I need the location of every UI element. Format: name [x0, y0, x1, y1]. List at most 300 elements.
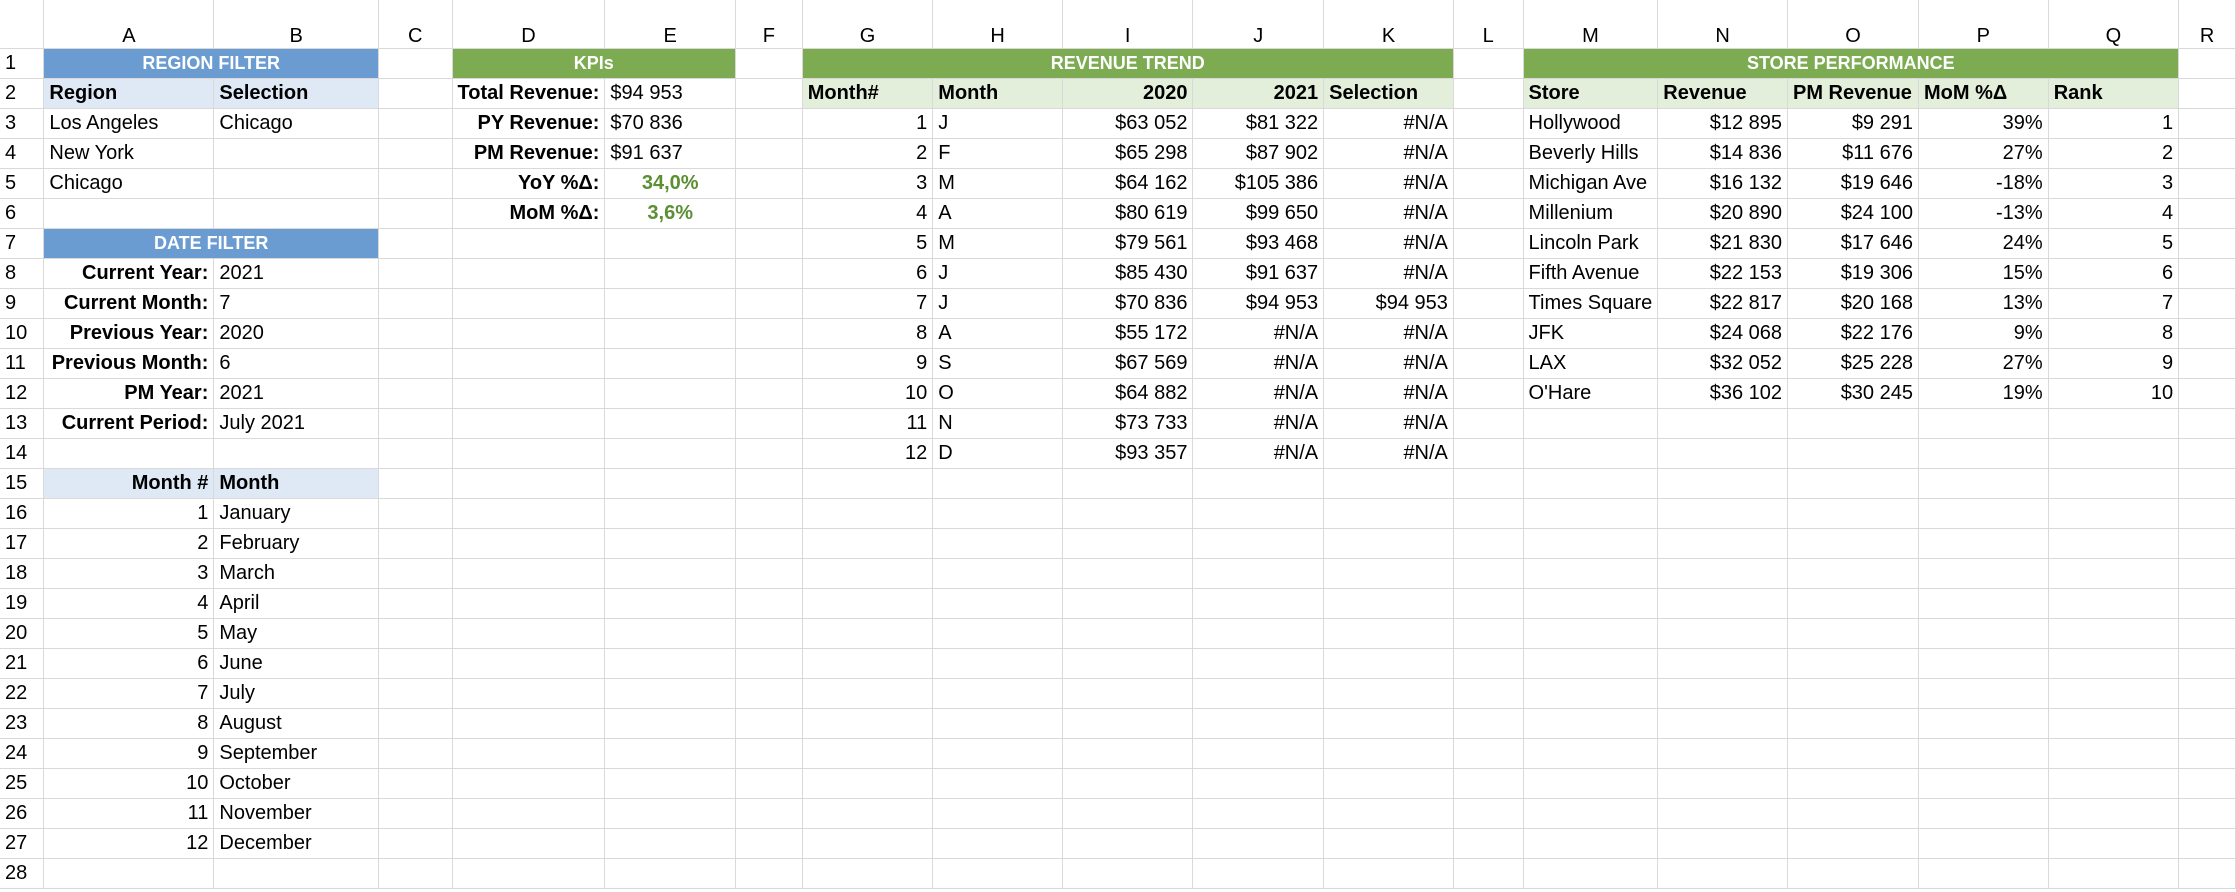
cell[interactable] — [933, 528, 1063, 558]
cell[interactable] — [2179, 588, 2236, 618]
cell[interactable] — [933, 708, 1063, 738]
cell[interactable] — [1062, 588, 1193, 618]
cell[interactable] — [1523, 798, 1658, 828]
cell[interactable] — [378, 408, 452, 438]
revenue-trend-cell[interactable]: 1 — [802, 108, 933, 138]
cell[interactable] — [1918, 738, 2048, 768]
cell[interactable] — [736, 498, 803, 528]
select-all-corner[interactable] — [0, 0, 44, 48]
revenue-trend-cell[interactable]: 10 — [802, 378, 933, 408]
cell[interactable] — [2048, 858, 2178, 888]
cell[interactable] — [933, 498, 1063, 528]
kpi-value[interactable]: 3,6% — [605, 198, 736, 228]
cell[interactable] — [1523, 678, 1658, 708]
cell[interactable] — [1453, 198, 1523, 228]
cell[interactable] — [736, 708, 803, 738]
revenue-trend-cell[interactable]: $67 569 — [1062, 348, 1193, 378]
cell[interactable] — [378, 438, 452, 468]
kpi-value[interactable]: $94 953 — [605, 78, 736, 108]
month-name[interactable]: June — [214, 648, 379, 678]
cell[interactable] — [44, 198, 214, 228]
cell[interactable] — [802, 768, 933, 798]
cell[interactable] — [378, 138, 452, 168]
cell[interactable] — [2048, 528, 2178, 558]
cell[interactable] — [378, 858, 452, 888]
cell[interactable] — [802, 588, 933, 618]
store-performance-cell[interactable]: $22 817 — [1658, 288, 1788, 318]
cell[interactable] — [2048, 738, 2178, 768]
cell[interactable] — [378, 258, 452, 288]
cell[interactable] — [802, 708, 933, 738]
store-performance-cell[interactable]: $11 676 — [1788, 138, 1919, 168]
cell[interactable] — [2179, 468, 2236, 498]
cell[interactable] — [1193, 468, 1324, 498]
revenue-trend-cell[interactable]: J — [933, 108, 1063, 138]
cell[interactable] — [452, 558, 605, 588]
cell[interactable] — [2179, 108, 2236, 138]
cell[interactable] — [1062, 858, 1193, 888]
cell[interactable] — [214, 168, 379, 198]
kpi-value[interactable]: 34,0% — [605, 168, 736, 198]
cell[interactable] — [1062, 468, 1193, 498]
revenue-trend-cell[interactable]: #N/A — [1324, 138, 1454, 168]
store-performance-cell[interactable]: $24 100 — [1788, 198, 1919, 228]
cell[interactable] — [1918, 858, 2048, 888]
month-number[interactable]: 9 — [44, 738, 214, 768]
cell[interactable] — [2179, 498, 2236, 528]
cell[interactable] — [1788, 738, 1919, 768]
month-name[interactable]: February — [214, 528, 379, 558]
cell[interactable] — [452, 708, 605, 738]
cell[interactable] — [378, 168, 452, 198]
cell[interactable] — [736, 468, 803, 498]
cell[interactable] — [736, 678, 803, 708]
cell[interactable] — [378, 318, 452, 348]
revenue-trend-cell[interactable]: O — [933, 378, 1063, 408]
row-header[interactable]: 7 — [0, 228, 44, 258]
store-performance-cell[interactable]: Fifth Avenue — [1523, 258, 1658, 288]
cell[interactable] — [1453, 528, 1523, 558]
revenue-trend-cell[interactable]: 5 — [802, 228, 933, 258]
cell[interactable] — [736, 108, 803, 138]
cell[interactable] — [378, 828, 452, 858]
cell[interactable] — [44, 858, 214, 888]
column-header[interactable]: C — [378, 0, 452, 48]
cell[interactable] — [605, 588, 736, 618]
cell[interactable] — [1453, 438, 1523, 468]
kpi-label[interactable]: YoY %Δ: — [452, 168, 605, 198]
kpi-label[interactable]: PM Revenue: — [452, 138, 605, 168]
cell[interactable] — [736, 288, 803, 318]
cell[interactable] — [1193, 558, 1324, 588]
cell[interactable] — [2179, 408, 2236, 438]
row-header[interactable]: 15 — [0, 468, 44, 498]
revenue-trend-cell[interactable]: $94 953 — [1324, 288, 1454, 318]
revenue-trend-cell[interactable]: 2 — [802, 138, 933, 168]
store-performance-cell[interactable]: $22 153 — [1658, 258, 1788, 288]
cell[interactable] — [802, 648, 933, 678]
cell[interactable] — [1658, 708, 1788, 738]
cell[interactable] — [378, 288, 452, 318]
date-filter-label[interactable]: PM Year: — [44, 378, 214, 408]
cell[interactable] — [452, 828, 605, 858]
cell[interactable] — [1062, 678, 1193, 708]
cell[interactable] — [1523, 498, 1658, 528]
cell[interactable] — [1523, 618, 1658, 648]
revenue-trend-cell[interactable]: 12 — [802, 438, 933, 468]
revenue-trend-cell[interactable]: #N/A — [1324, 108, 1454, 138]
month-number[interactable]: 4 — [44, 588, 214, 618]
cell[interactable] — [214, 198, 379, 228]
cell[interactable] — [378, 468, 452, 498]
month-name[interactable]: April — [214, 588, 379, 618]
month-number[interactable]: 3 — [44, 558, 214, 588]
store-performance-cell[interactable]: 8 — [2048, 318, 2178, 348]
cell[interactable] — [1523, 468, 1658, 498]
month-name[interactable]: November — [214, 798, 379, 828]
month-number[interactable]: 8 — [44, 708, 214, 738]
month-number[interactable]: 11 — [44, 798, 214, 828]
revenue-trend-cell[interactable]: #N/A — [1193, 438, 1324, 468]
cell[interactable] — [736, 648, 803, 678]
region-item[interactable]: Los Angeles — [44, 108, 214, 138]
cell[interactable] — [605, 408, 736, 438]
store-performance-cell[interactable]: $19 646 — [1788, 168, 1919, 198]
revenue-trend-cell[interactable]: 8 — [802, 318, 933, 348]
column-header[interactable]: L — [1453, 0, 1523, 48]
cell[interactable] — [1658, 408, 1788, 438]
store-performance-cell[interactable]: -13% — [1918, 198, 2048, 228]
region-item[interactable]: Chicago — [44, 168, 214, 198]
revenue-trend-cell[interactable]: $79 561 — [1062, 228, 1193, 258]
cell[interactable] — [378, 708, 452, 738]
cell[interactable] — [1193, 618, 1324, 648]
revenue-trend-cell[interactable]: M — [933, 168, 1063, 198]
store-performance-title[interactable]: STORE PERFORMANCE — [1523, 48, 2179, 78]
region-header[interactable]: Region — [44, 78, 214, 108]
cell[interactable] — [1658, 828, 1788, 858]
revenue-trend-cell[interactable]: $99 650 — [1193, 198, 1324, 228]
store-performance-cell[interactable]: 39% — [1918, 108, 2048, 138]
cell[interactable] — [933, 858, 1063, 888]
cell[interactable] — [736, 858, 803, 888]
cell[interactable] — [933, 798, 1063, 828]
cell[interactable] — [736, 198, 803, 228]
cell[interactable] — [605, 678, 736, 708]
row-header[interactable]: 19 — [0, 588, 44, 618]
cell[interactable] — [452, 348, 605, 378]
column-header[interactable]: G — [802, 0, 933, 48]
cell[interactable] — [1523, 438, 1658, 468]
cell[interactable] — [736, 828, 803, 858]
month-number[interactable]: 7 — [44, 678, 214, 708]
row-header[interactable]: 21 — [0, 648, 44, 678]
cell[interactable] — [736, 48, 803, 78]
cell[interactable] — [452, 408, 605, 438]
cell[interactable] — [1453, 858, 1523, 888]
cell[interactable] — [1193, 798, 1324, 828]
cell[interactable] — [802, 828, 933, 858]
cell[interactable] — [452, 588, 605, 618]
cell[interactable] — [605, 858, 736, 888]
date-filter-label[interactable]: Previous Month: — [44, 348, 214, 378]
cell[interactable] — [1453, 228, 1523, 258]
column-header[interactable]: A — [44, 0, 214, 48]
cell[interactable] — [1918, 678, 2048, 708]
row-header[interactable]: 10 — [0, 318, 44, 348]
cell[interactable] — [1324, 648, 1454, 678]
cell[interactable] — [1324, 768, 1454, 798]
store-performance-cell[interactable]: 6 — [2048, 258, 2178, 288]
store-performance-cell[interactable]: 5 — [2048, 228, 2178, 258]
cell[interactable] — [736, 408, 803, 438]
cell[interactable] — [2179, 438, 2236, 468]
column-header[interactable]: I — [1062, 0, 1193, 48]
revenue-trend-cell[interactable]: S — [933, 348, 1063, 378]
cell[interactable] — [1324, 498, 1454, 528]
revenue-trend-header[interactable]: Month — [933, 78, 1063, 108]
cell[interactable] — [2179, 138, 2236, 168]
store-performance-cell[interactable]: $14 836 — [1658, 138, 1788, 168]
cell[interactable] — [1788, 468, 1919, 498]
cell[interactable] — [1918, 528, 2048, 558]
cell[interactable] — [378, 558, 452, 588]
store-performance-cell[interactable]: Michigan Ave — [1523, 168, 1658, 198]
revenue-trend-cell[interactable]: $73 733 — [1062, 408, 1193, 438]
cell[interactable] — [2048, 498, 2178, 528]
cell[interactable] — [1062, 768, 1193, 798]
cell[interactable] — [452, 528, 605, 558]
cell[interactable] — [378, 678, 452, 708]
revenue-trend-cell[interactable]: $91 637 — [1193, 258, 1324, 288]
cell[interactable] — [1658, 858, 1788, 888]
cell[interactable] — [802, 498, 933, 528]
cell[interactable] — [736, 438, 803, 468]
cell[interactable] — [1453, 678, 1523, 708]
cell[interactable] — [802, 558, 933, 588]
cell[interactable] — [2048, 618, 2178, 648]
month-number[interactable]: 1 — [44, 498, 214, 528]
region-selection-value[interactable]: Chicago — [214, 108, 379, 138]
cell[interactable] — [1453, 408, 1523, 438]
cell[interactable] — [933, 678, 1063, 708]
month-number[interactable]: 2 — [44, 528, 214, 558]
revenue-trend-cell[interactable]: #N/A — [1193, 378, 1324, 408]
revenue-trend-cell[interactable]: #N/A — [1324, 408, 1454, 438]
revenue-trend-cell[interactable]: #N/A — [1324, 318, 1454, 348]
kpi-value[interactable]: $70 836 — [605, 108, 736, 138]
cell[interactable] — [2048, 648, 2178, 678]
cell[interactable] — [736, 768, 803, 798]
cell[interactable] — [2179, 288, 2236, 318]
cell[interactable] — [2179, 198, 2236, 228]
revenue-trend-cell[interactable]: $93 468 — [1193, 228, 1324, 258]
row-header[interactable]: 28 — [0, 858, 44, 888]
row-header[interactable]: 5 — [0, 168, 44, 198]
cell[interactable] — [1062, 738, 1193, 768]
cell[interactable] — [1453, 588, 1523, 618]
cell[interactable] — [1453, 138, 1523, 168]
store-performance-cell[interactable]: $36 102 — [1658, 378, 1788, 408]
cell[interactable] — [1453, 288, 1523, 318]
cell[interactable] — [378, 528, 452, 558]
cell[interactable] — [933, 468, 1063, 498]
cell[interactable] — [1918, 408, 2048, 438]
date-filter-label[interactable]: Current Month: — [44, 288, 214, 318]
cell[interactable] — [1453, 378, 1523, 408]
cell[interactable] — [1324, 798, 1454, 828]
cell[interactable] — [933, 588, 1063, 618]
row-header[interactable]: 27 — [0, 828, 44, 858]
cell[interactable] — [1193, 588, 1324, 618]
selection-header[interactable]: Selection — [214, 78, 379, 108]
row-header[interactable]: 1 — [0, 48, 44, 78]
cell[interactable] — [2179, 858, 2236, 888]
cell[interactable] — [1453, 108, 1523, 138]
store-performance-cell[interactable]: 19% — [1918, 378, 2048, 408]
cell[interactable] — [1453, 558, 1523, 588]
cell[interactable] — [736, 528, 803, 558]
store-performance-cell[interactable]: 27% — [1918, 348, 2048, 378]
cell[interactable] — [1658, 588, 1788, 618]
cell[interactable] — [1193, 498, 1324, 528]
cell[interactable] — [1062, 828, 1193, 858]
cell[interactable] — [1788, 678, 1919, 708]
store-performance-cell[interactable]: Lincoln Park — [1523, 228, 1658, 258]
cell[interactable] — [1453, 348, 1523, 378]
month-name[interactable]: January — [214, 498, 379, 528]
cell[interactable] — [452, 438, 605, 468]
cell[interactable] — [1062, 648, 1193, 678]
cell[interactable] — [736, 78, 803, 108]
cell[interactable] — [1918, 588, 2048, 618]
store-performance-header[interactable]: Store — [1523, 78, 1658, 108]
cell[interactable] — [1324, 468, 1454, 498]
store-performance-cell[interactable]: 24% — [1918, 228, 2048, 258]
cell[interactable] — [2179, 618, 2236, 648]
column-header[interactable]: E — [605, 0, 736, 48]
cell[interactable] — [736, 348, 803, 378]
cell[interactable] — [2179, 48, 2236, 78]
cell[interactable] — [2179, 828, 2236, 858]
store-performance-cell[interactable]: $22 176 — [1788, 318, 1919, 348]
store-performance-cell[interactable]: $20 890 — [1658, 198, 1788, 228]
cell[interactable] — [802, 738, 933, 768]
store-performance-header[interactable]: Revenue — [1658, 78, 1788, 108]
cell[interactable] — [736, 618, 803, 648]
cell[interactable] — [736, 168, 803, 198]
kpi-value[interactable]: $91 637 — [605, 138, 736, 168]
cell[interactable] — [1788, 498, 1919, 528]
cell[interactable] — [2048, 438, 2178, 468]
row-header[interactable]: 22 — [0, 678, 44, 708]
cell[interactable] — [933, 618, 1063, 648]
store-performance-cell[interactable]: $20 168 — [1788, 288, 1919, 318]
cell[interactable] — [1062, 798, 1193, 828]
store-performance-header[interactable]: MoM %Δ — [1918, 78, 2048, 108]
store-performance-header[interactable]: PM Revenue — [1788, 78, 1919, 108]
cell[interactable] — [1453, 798, 1523, 828]
cell[interactable] — [802, 678, 933, 708]
cell[interactable] — [1788, 708, 1919, 738]
cell[interactable] — [1788, 768, 1919, 798]
cell[interactable] — [605, 648, 736, 678]
revenue-trend-cell[interactable]: #N/A — [1193, 318, 1324, 348]
cell[interactable] — [1324, 558, 1454, 588]
cell[interactable] — [605, 498, 736, 528]
cell[interactable] — [1062, 558, 1193, 588]
cell[interactable] — [1658, 498, 1788, 528]
cell[interactable] — [1523, 588, 1658, 618]
cell[interactable] — [452, 498, 605, 528]
row-header[interactable]: 24 — [0, 738, 44, 768]
cell[interactable] — [1453, 828, 1523, 858]
cell[interactable] — [2179, 318, 2236, 348]
cell[interactable] — [736, 738, 803, 768]
region-filter-title[interactable]: REGION FILTER — [44, 48, 379, 78]
cell[interactable] — [1062, 618, 1193, 648]
revenue-trend-cell[interactable]: $64 882 — [1062, 378, 1193, 408]
cell[interactable] — [2048, 798, 2178, 828]
store-performance-cell[interactable]: Beverly Hills — [1523, 138, 1658, 168]
row-header[interactable]: 11 — [0, 348, 44, 378]
cell[interactable] — [214, 438, 379, 468]
cell[interactable] — [605, 558, 736, 588]
cell[interactable] — [2179, 228, 2236, 258]
store-performance-cell[interactable]: $24 068 — [1658, 318, 1788, 348]
store-performance-header[interactable]: Rank — [2048, 78, 2178, 108]
revenue-trend-cell[interactable]: 4 — [802, 198, 933, 228]
cell[interactable] — [1788, 528, 1919, 558]
date-filter-value[interactable]: 6 — [214, 348, 379, 378]
cell[interactable] — [736, 258, 803, 288]
cell[interactable] — [378, 48, 452, 78]
cell[interactable] — [2048, 408, 2178, 438]
cell[interactable] — [1523, 708, 1658, 738]
cell[interactable] — [1062, 528, 1193, 558]
region-item[interactable]: New York — [44, 138, 214, 168]
cell[interactable] — [802, 468, 933, 498]
row-header[interactable]: 13 — [0, 408, 44, 438]
revenue-trend-header[interactable]: 2021 — [1193, 78, 1324, 108]
cell[interactable] — [1788, 828, 1919, 858]
cell[interactable] — [214, 138, 379, 168]
row-header[interactable]: 23 — [0, 708, 44, 738]
cell[interactable] — [1523, 408, 1658, 438]
store-performance-cell[interactable]: Times Square — [1523, 288, 1658, 318]
revenue-trend-cell[interactable]: $85 430 — [1062, 258, 1193, 288]
revenue-trend-cell[interactable]: $64 162 — [1062, 168, 1193, 198]
column-header[interactable]: D — [452, 0, 605, 48]
cell[interactable] — [452, 318, 605, 348]
cell[interactable] — [2048, 468, 2178, 498]
store-performance-cell[interactable]: Millenium — [1523, 198, 1658, 228]
cell[interactable] — [1788, 408, 1919, 438]
cell[interactable] — [2179, 78, 2236, 108]
cell[interactable] — [1523, 828, 1658, 858]
cell[interactable] — [1788, 798, 1919, 828]
store-performance-cell[interactable]: JFK — [1523, 318, 1658, 348]
cell[interactable] — [2179, 528, 2236, 558]
revenue-trend-cell[interactable]: 6 — [802, 258, 933, 288]
month-number[interactable]: 6 — [44, 648, 214, 678]
revenue-trend-cell[interactable]: $70 836 — [1062, 288, 1193, 318]
cell[interactable] — [214, 858, 379, 888]
cell[interactable] — [452, 618, 605, 648]
cell[interactable] — [2179, 798, 2236, 828]
cell[interactable] — [452, 858, 605, 888]
store-performance-cell[interactable]: $17 646 — [1788, 228, 1919, 258]
